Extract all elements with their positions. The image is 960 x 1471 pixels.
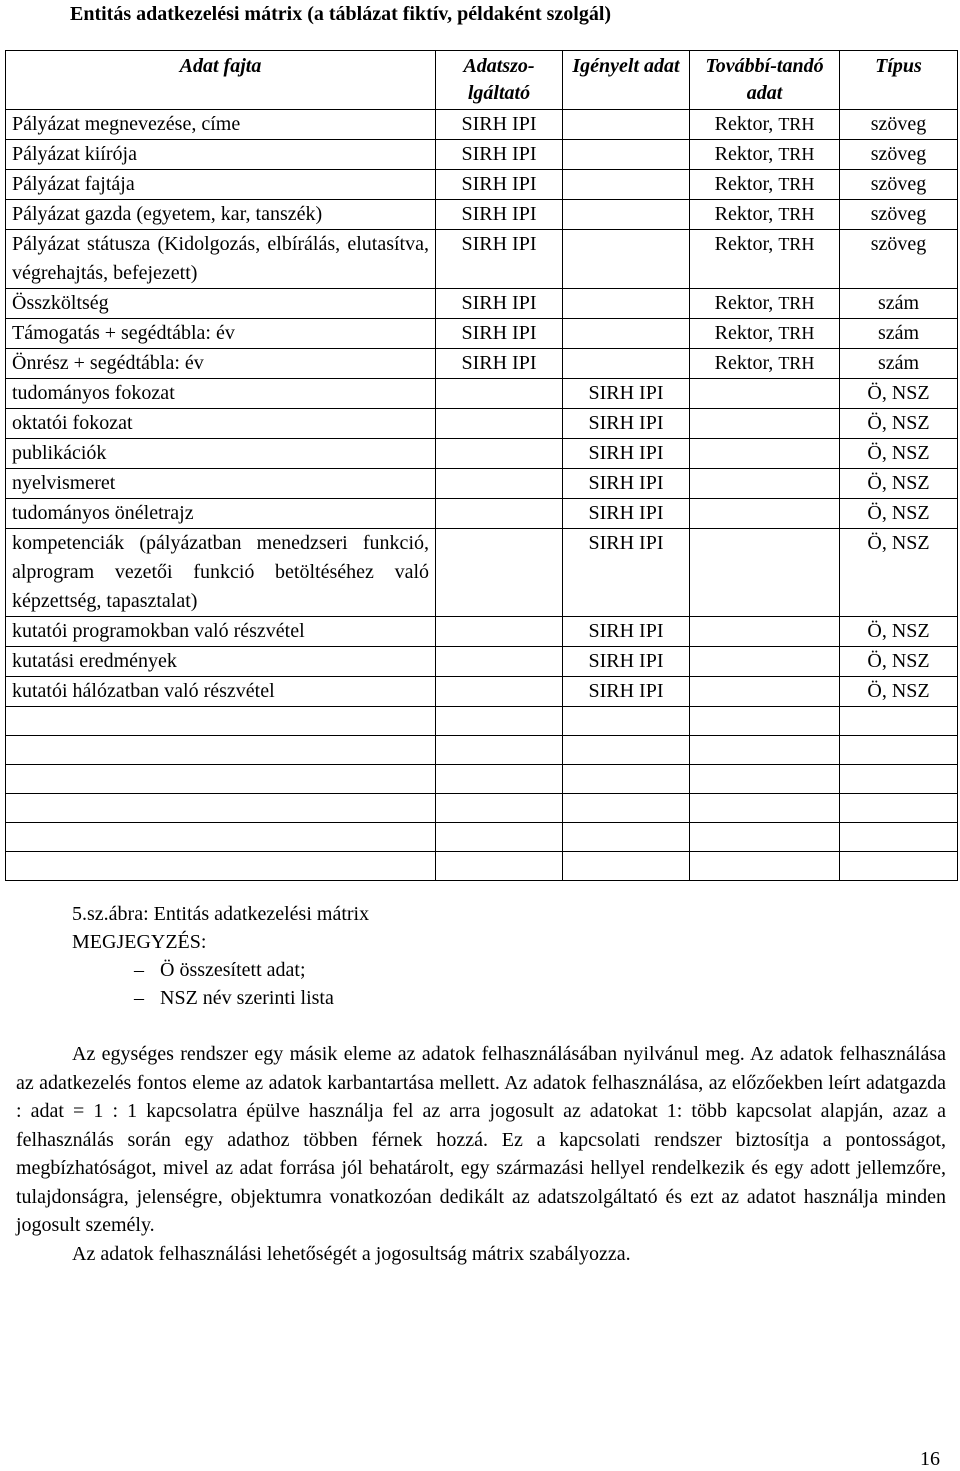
cell-forwarded bbox=[690, 677, 840, 707]
cell-requested: SIRH IPI bbox=[563, 529, 690, 617]
forward-recipient: Rektor, bbox=[714, 113, 779, 135]
table-row bbox=[6, 439, 958, 469]
cell-forwarded bbox=[690, 499, 840, 529]
forward-recipient-abbr: TRH bbox=[778, 293, 815, 313]
forward-recipient-abbr: TRH bbox=[778, 234, 815, 254]
cell-data-type: publikációk bbox=[6, 439, 436, 469]
cell-requested bbox=[563, 200, 690, 230]
table-row bbox=[6, 230, 958, 289]
empty-cell bbox=[436, 823, 563, 852]
table-title: Entitás adatkezelési mátrix (a táblázat fiktív, példaként szolgál) bbox=[70, 3, 612, 25]
cell-forwarded bbox=[690, 409, 840, 439]
forward-recipient-abbr: TRH bbox=[778, 144, 815, 164]
cell-forwarded bbox=[690, 140, 840, 170]
cell-requested: SIRH IPI bbox=[563, 647, 690, 677]
cell-requested bbox=[563, 349, 690, 379]
empty-cell bbox=[840, 823, 958, 852]
cell-forwarded bbox=[690, 379, 840, 409]
empty-table-row bbox=[6, 823, 958, 852]
cell-requested bbox=[563, 170, 690, 200]
cell-provider bbox=[436, 469, 563, 499]
table-row bbox=[6, 349, 958, 379]
cell-provider: SIRH IPI bbox=[436, 349, 563, 379]
empty-table-row bbox=[6, 852, 958, 881]
figure-notes bbox=[72, 900, 369, 1012]
note-item bbox=[72, 984, 369, 1012]
cell-provider: SIRH IPI bbox=[436, 110, 563, 140]
cell-data-type: Pályázat fajtája bbox=[6, 170, 436, 200]
entity-data-matrix bbox=[5, 50, 958, 881]
matrix-body bbox=[6, 110, 958, 881]
empty-cell bbox=[840, 736, 958, 765]
body-text bbox=[16, 1040, 946, 1268]
cell-requested: SIRH IPI bbox=[563, 617, 690, 647]
table-row bbox=[6, 140, 958, 170]
paragraph-2: Az adatok felhasználási lehetőségét a jogosultság mátrix szabályozza. bbox=[72, 1242, 631, 1265]
empty-cell bbox=[436, 765, 563, 794]
empty-cell bbox=[840, 765, 958, 794]
cell-data-type: kompetenciák (pályázatban menedzseri funkció, alprogram vezetői funkció betöltéséhez való képzettség, tapasztalat) bbox=[6, 529, 436, 617]
empty-table-row bbox=[6, 794, 958, 823]
header-row bbox=[6, 51, 958, 110]
cell-forwarded bbox=[690, 439, 840, 469]
page-number: 16 bbox=[920, 1448, 940, 1470]
cell-requested: SIRH IPI bbox=[563, 499, 690, 529]
cell-type: Ö, NSZ bbox=[840, 617, 958, 647]
empty-cell bbox=[840, 707, 958, 736]
cell-provider bbox=[436, 529, 563, 617]
empty-cell bbox=[840, 794, 958, 823]
figure-caption: 5.sz.ábra: Entitás adatkezelési mátrix bbox=[72, 903, 370, 925]
cell-type: Ö, NSZ bbox=[840, 439, 958, 469]
header-type: Típus bbox=[840, 51, 958, 110]
header-data-provider: Adatszo-lgáltató bbox=[436, 51, 563, 110]
empty-cell bbox=[563, 823, 690, 852]
cell-provider bbox=[436, 409, 563, 439]
cell-requested: SIRH IPI bbox=[563, 409, 690, 439]
cell-provider: SIRH IPI bbox=[436, 170, 563, 200]
cell-type: Ö, NSZ bbox=[840, 677, 958, 707]
cell-data-type: Támogatás + segédtábla: év bbox=[6, 319, 436, 349]
cell-data-type: kutatói hálózatban való részvétel bbox=[6, 677, 436, 707]
note-heading: MEGJEGYZÉS: bbox=[72, 931, 207, 953]
paragraph-1: Az egységes rendszer egy másik eleme az adatok felhasználásában nyilvánul meg. Az adatok felhasználása az adatkezelés fontos eleme az adatok karbantartása mellett. Az adatok felhasználása, az előzőekben leírt adatgazda : adat = 1 : 1 kapcsolatra épülve használja fel az arra jogosult az adatokat 1: több kapcsolat alapján, azaz a felhasználás során egy adathoz többen férnek hozzá. Ez a kapcsolati rendszer biztosítja a pontosságot, megbízhatóságot, mivel az adat forrása jól behatárolt, egy származási hellyel rendelkezik és egy adott jellemzőre, tulajdonságra, jelenségre, objektumra vonatkozóan dedikált az adatszolgáltató és ezt az adatot használja minden jogosult személy. bbox=[16, 1043, 946, 1236]
table-row bbox=[6, 617, 958, 647]
empty-cell bbox=[6, 707, 436, 736]
forward-recipient: Rektor, bbox=[714, 203, 779, 225]
cell-forwarded bbox=[690, 617, 840, 647]
table-row bbox=[6, 379, 958, 409]
cell-data-type: tudományos fokozat bbox=[6, 379, 436, 409]
forward-recipient-abbr: TRH bbox=[778, 323, 815, 343]
table-row bbox=[6, 647, 958, 677]
cell-provider: SIRH IPI bbox=[436, 289, 563, 319]
cell-forwarded bbox=[690, 319, 840, 349]
forward-recipient: Rektor, bbox=[714, 173, 779, 195]
cell-provider: SIRH IPI bbox=[436, 200, 563, 230]
cell-data-type: Pályázat státusza (Kidolgozás, elbírálás, elutasítva, végrehajtás, befejezett) bbox=[6, 230, 436, 289]
cell-requested bbox=[563, 230, 690, 289]
forward-recipient-abbr: TRH bbox=[778, 114, 815, 134]
empty-cell bbox=[690, 736, 840, 765]
cell-type: szám bbox=[840, 289, 958, 319]
cell-provider: SIRH IPI bbox=[436, 319, 563, 349]
cell-data-type: Pályázat megnevezése, címe bbox=[6, 110, 436, 140]
cell-forwarded bbox=[690, 110, 840, 140]
cell-data-type: oktatói fokozat bbox=[6, 409, 436, 439]
forward-recipient-abbr: TRH bbox=[778, 353, 815, 373]
table-row bbox=[6, 409, 958, 439]
cell-provider bbox=[436, 677, 563, 707]
cell-type: szám bbox=[840, 349, 958, 379]
header-data-type: Adat fajta bbox=[6, 51, 436, 110]
table-row bbox=[6, 170, 958, 200]
cell-forwarded bbox=[690, 170, 840, 200]
empty-cell bbox=[563, 736, 690, 765]
cell-data-type: kutatási eredmények bbox=[6, 647, 436, 677]
note-text-nsz: NSZ név szerinti lista bbox=[160, 987, 334, 1009]
table-row bbox=[6, 469, 958, 499]
cell-type: szám bbox=[840, 319, 958, 349]
empty-table-row bbox=[6, 707, 958, 736]
cell-type: szöveg bbox=[840, 140, 958, 170]
cell-type: Ö, NSZ bbox=[840, 499, 958, 529]
empty-cell bbox=[6, 852, 436, 881]
empty-cell bbox=[690, 852, 840, 881]
cell-data-type: Összköltség bbox=[6, 289, 436, 319]
empty-cell bbox=[563, 794, 690, 823]
cell-requested bbox=[563, 140, 690, 170]
empty-cell bbox=[436, 707, 563, 736]
forward-recipient: Rektor, bbox=[714, 143, 779, 165]
header-forwarded-data: Továbbí-tandó adat bbox=[690, 51, 840, 110]
cell-type: szöveg bbox=[840, 230, 958, 289]
cell-requested: SIRH IPI bbox=[563, 439, 690, 469]
cell-type: szöveg bbox=[840, 110, 958, 140]
cell-provider bbox=[436, 439, 563, 469]
forward-recipient: Rektor, bbox=[714, 322, 779, 344]
empty-cell bbox=[563, 765, 690, 794]
forward-recipient: Rektor, bbox=[714, 233, 779, 255]
empty-cell bbox=[563, 852, 690, 881]
empty-cell bbox=[436, 736, 563, 765]
cell-data-type: tudományos önéletrajz bbox=[6, 499, 436, 529]
empty-cell bbox=[6, 736, 436, 765]
table-row bbox=[6, 319, 958, 349]
empty-cell bbox=[6, 765, 436, 794]
cell-requested: SIRH IPI bbox=[563, 379, 690, 409]
cell-data-type: Önrész + segédtábla: év bbox=[6, 349, 436, 379]
empty-cell bbox=[840, 852, 958, 881]
cell-requested: SIRH IPI bbox=[563, 677, 690, 707]
cell-type: Ö, NSZ bbox=[840, 379, 958, 409]
cell-requested bbox=[563, 110, 690, 140]
empty-cell bbox=[6, 823, 436, 852]
cell-type: Ö, NSZ bbox=[840, 529, 958, 617]
empty-table-row bbox=[6, 765, 958, 794]
cell-requested bbox=[563, 289, 690, 319]
table-row bbox=[6, 499, 958, 529]
forward-recipient: Rektor, bbox=[714, 292, 779, 314]
empty-cell bbox=[436, 852, 563, 881]
cell-forwarded bbox=[690, 647, 840, 677]
cell-forwarded bbox=[690, 469, 840, 499]
cell-data-type: nyelvismeret bbox=[6, 469, 436, 499]
table-row bbox=[6, 529, 958, 617]
cell-data-type: Pályázat kiírója bbox=[6, 140, 436, 170]
cell-forwarded bbox=[690, 200, 840, 230]
empty-cell bbox=[690, 707, 840, 736]
cell-forwarded bbox=[690, 529, 840, 617]
cell-provider: SIRH IPI bbox=[436, 230, 563, 289]
forward-recipient-abbr: TRH bbox=[778, 204, 815, 224]
cell-forwarded bbox=[690, 230, 840, 289]
empty-cell bbox=[436, 794, 563, 823]
cell-forwarded bbox=[690, 289, 840, 319]
cell-provider bbox=[436, 499, 563, 529]
cell-type: Ö, NSZ bbox=[840, 469, 958, 499]
cell-forwarded bbox=[690, 349, 840, 379]
empty-cell bbox=[690, 794, 840, 823]
empty-cell bbox=[563, 707, 690, 736]
cell-type: szöveg bbox=[840, 170, 958, 200]
cell-provider: SIRH IPI bbox=[436, 140, 563, 170]
empty-cell bbox=[690, 765, 840, 794]
empty-cell bbox=[6, 794, 436, 823]
cell-type: Ö, NSZ bbox=[840, 647, 958, 677]
table-row bbox=[6, 110, 958, 140]
table-row bbox=[6, 200, 958, 230]
table-row bbox=[6, 289, 958, 319]
note-text-o: Ö összesített adat; bbox=[160, 959, 306, 981]
cell-provider bbox=[436, 617, 563, 647]
paragraph-wrap bbox=[16, 1040, 946, 1268]
note-item bbox=[72, 956, 369, 984]
cell-requested bbox=[563, 319, 690, 349]
forward-recipient-abbr: TRH bbox=[778, 174, 815, 194]
header-requested-data: Igényelt adat bbox=[563, 51, 690, 110]
cell-requested: SIRH IPI bbox=[563, 469, 690, 499]
forward-recipient: Rektor, bbox=[714, 352, 779, 374]
empty-cell bbox=[690, 823, 840, 852]
cell-provider bbox=[436, 647, 563, 677]
cell-data-type: Pályázat gazda (egyetem, kar, tanszék) bbox=[6, 200, 436, 230]
cell-type: szöveg bbox=[840, 200, 958, 230]
empty-table-row bbox=[6, 736, 958, 765]
cell-provider bbox=[436, 379, 563, 409]
table-row bbox=[6, 677, 958, 707]
cell-data-type: kutatói programokban való részvétel bbox=[6, 617, 436, 647]
cell-type: Ö, NSZ bbox=[840, 409, 958, 439]
